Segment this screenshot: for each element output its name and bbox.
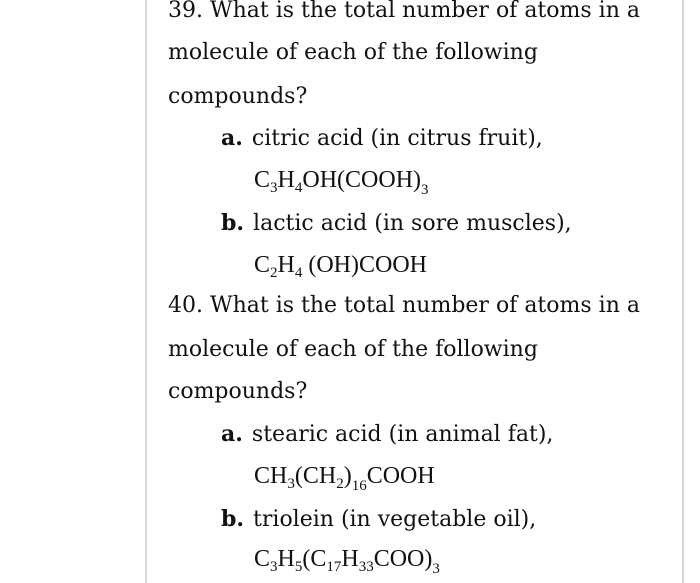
part-text: lactic acid (in sore muscles), (253, 211, 572, 236)
formula-triolein: $C_3H_5(C_{17}H_{33}COO)_3$ (254, 546, 440, 577)
question-39-part-b (221, 212, 572, 235)
page-right-edge (682, 0, 684, 583)
page-left-edge (145, 0, 147, 583)
part-letter: b. (221, 506, 245, 532)
question-39-line-1: 39. What is the total number of atoms in a (168, 0, 640, 23)
question-40-line-3: compounds? (168, 379, 308, 404)
formula-stearic-acid: $CH_3(CH_2)_{16}COOH$ (254, 463, 435, 494)
question-39-part-a (221, 127, 543, 150)
question-40-part-a (221, 423, 553, 446)
question-40-part-b (221, 508, 536, 531)
part-letter: b. (221, 210, 245, 236)
question-39-line-3: compounds? (168, 84, 308, 109)
question-40-line-1: 40. What is the total number of atoms in a (168, 293, 640, 318)
formula-lactic-acid: $C_2H_4$ (OH)COOH (254, 252, 428, 281)
part-text: citric acid (in citrus fruit), (251, 126, 543, 151)
part-text: triolein (in vegetable oil), (253, 507, 537, 532)
question-39-line-2: molecule of each of the following (168, 40, 538, 65)
part-letter: a. (221, 421, 243, 447)
question-40-line-2: molecule of each of the following (168, 337, 538, 362)
part-letter: a. (221, 125, 243, 151)
part-text: stearic acid (in animal fat), (251, 422, 554, 447)
formula-citric-acid: $C_3H_4OH(COOH)_3$ (254, 167, 429, 198)
